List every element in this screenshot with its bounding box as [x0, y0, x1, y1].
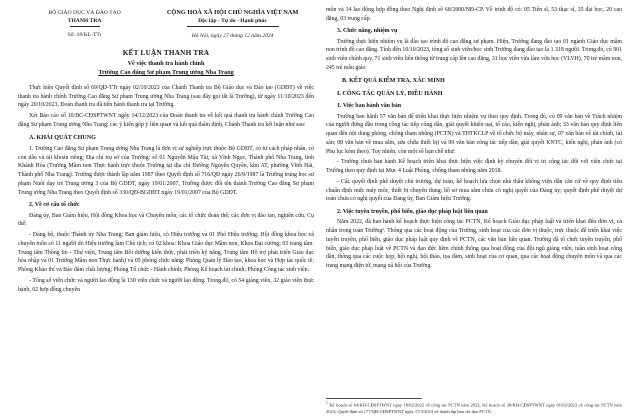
- footnote-body: Kế hoạch số 64/KH-CĐSPTWNT ngày 18/02/2022 về công tác PCTN năm 2022; Kế hoạch số 38/KH-CĐSPTWNT ngày 01/02/2023 về công tác PCTN năm 2023; Quyết định số 177/QĐ-CĐSPTWNT ngày 17/3/2023 về thành lập ban chỉ đạo PCTN.: [326, 402, 622, 414]
- date-month: 12: [244, 32, 250, 39]
- date-month-label: tháng: [230, 32, 243, 39]
- place-date-prefix: Hà Nội, ngày: [191, 32, 222, 39]
- section-i-bullet-2: - Các quyết định phê duyệt chủ trương, dự toán, kế hoạch lựa chọn nhà thầu không viện dẫn căn cứ về quy định tiêu chuẩn định mức máy móc, thiết bị chuyên dụng; hồ sơ mua sắm chưa có nghị quyết của Đảng ủy; quyết định phê duyệt dự toán chưa có nghị quyết của Đảng ủy, Ban Giám hiệu Trường.: [326, 178, 622, 203]
- title-organization: Trường Cao đẳng Sư phạm Trung ương Nha Trang: [98, 69, 234, 77]
- page-column-right: [320, 6, 630, 415]
- footnote-separator: [326, 398, 422, 399]
- place-and-date: [151, 33, 314, 39]
- title-subject: Về việc thanh tra hành chính: [127, 59, 205, 67]
- section-a-item-3-text: Trường thực hiện nhiệm vụ là đào tạo trình độ cao đẳng sư phạm. Hiện, Trường đang đào tạo 01 ngành Giáo dục mầm non trình độ cao đẳng. Tính đến 10/10/2023, tổng số sinh viên/học sinh Trường đang đào tạo là 1.318 người. Trong đó, có 901 sinh viên chính quy, 71 sinh viên liên thông từ trung cấp lên cao đẳng, 31 học viên vừa làm vừa học (VLVH), 70 trẻ mầm non, 245 trẻ mẫu giáo.: [326, 38, 622, 71]
- section-a-bullet-1: - Đảng bộ, thuộc Thành ủy Nha Trang; Ban giám hiệu, có Hiệu trưởng và 01 Phó Hiệu trưởng; Hội đồng khoa học và chuyên môn có 11 người do Hiệu trưởng làm Chủ tịch; có 02 khoa: Khoa Giáo dục Mầm non, Khoa Đại cương; 03 trung tâm: Trung tâm Thông tin - Thư viện, Trung tâm Bồi dưỡng kiến thức, phát triển kỹ năng, Trung tâm Hỗ trợ phát triển Giáo dục hòa nhập và 01 Trường Mầm non Thực hành) và 05 phòng chức năng: Phòng Quản lý Đào tạo, khoa học và Hợp tác quốc tế; Phòng Khảo thí và Bảo đảm chất lượng; Phòng Tổ chức - Hành chính; Phòng Kế hoạch tài chính; Phòng Công tác sinh viên.: [18, 232, 314, 274]
- motto-underline: [187, 26, 279, 27]
- page-column-left: [10, 6, 320, 415]
- section-i-item-1-heading: 1. Việc ban hành văn bản: [337, 102, 402, 109]
- date-day: 27: [223, 32, 229, 39]
- footnote-text: [326, 401, 622, 415]
- issuing-authority-block: [18, 8, 151, 39]
- national-motto: Độc lập - Tự do - Hạnh phúc: [198, 18, 268, 25]
- section-a-item-2-heading: 2. Về cơ cấu tổ chức: [29, 202, 80, 208]
- agency-underline: [70, 26, 100, 27]
- document-number-value: 08: [76, 31, 83, 38]
- document-header: [18, 8, 314, 39]
- section-i-item-1-text: Trường ban hành 57 văn bản để triển khai thực hiện nhiệm vụ theo quy định. Trong đó, có 09 văn bản về Trách nhiệm của người đứng đầu trong công tác tiếp công dân, giải quyết khiếu nại, tố cáo, kiến nghị, phản ánh; 33 văn bản quy định liên quan đến nội dung phòng, chống tham nhũng (PCTN) và THTKCLP về tổ chức bộ máy, nhân sự, 07 văn bản về tài chính, tài sản; 08 văn bản về mua sắm, sửa chữa thiết bị) và 09 văn bản công tác tiếp dân, giải quyết KNTC, kiến nghị, phản ánh (có Phụ lục kèm theo). Tuy nhiên, còn một số hạn chế như:: [326, 113, 622, 155]
- country-name: CỘNG HOÀ XÃ HỘI CHỦ NGHĨA VIỆT NAM: [166, 9, 299, 16]
- section-a-item-2-text: Đảng ủy, Ban Giám hiệu, Hội đồng Khoa học và Chuyên môn, các tổ chức đoàn thể; các đơn vị đào tạo, nghiên cứu. Cụ thể:: [18, 212, 314, 228]
- section-i-bullet-1: - Trường chưa ban hành Kế hoạch triển khai thực hiện việc định kỳ chuyển đổi vị trí công tác đối với viên chức tại Trường theo quy định tại Mục 4 Luật Phòng, chống tham nhũng năm 2018.: [326, 159, 622, 175]
- agency-name: THANH TRA: [67, 18, 102, 25]
- footnote-marker: 1: [326, 400, 328, 405]
- intro-paragraph-2: Xét Báo cáo số 10/BC-CĐSPTWNT ngày 14/12/2023 của Đoàn thanh tra về kết quả thanh tra hành chính Trường Cao đẳng Sư phạm Trung ương Nha Trang; các ý kiến góp ý liên quan và kết quả thẩm định, Chánh Thanh tra kết luận như sau:: [18, 113, 314, 128]
- footnote-block: [326, 398, 622, 415]
- section-i-item-2-text: Năm 2022, đã ban hành kế hoạch thực hiện công tác PCTN, Kế hoạch Giáo dục pháp luật và triển khai đến đơn vị, cá nhân trong toàn Trường¹. Thông qua các hoạt động của Trường, sinh hoạt của các đơn vị thuộc, trực thuộc để triển khai việc tuyên truyền, phổ biến, giáo dục pháp luật quy định về PCTN, các văn bản liên quan. Trường đã tổ chức tuyên truyền, phổ biến, giáo dục pháp luật về PCTN và đạo đức liêm chính thông qua hoạt động của đội ngũ giảng viên, tuần sinh hoạt công dân, thông qua các cuộc họp, hội nghị, hội thảo, tọa đàm, sinh hoạt của cơ quan, qua các hoạt động chuyên môn và qua các trang mạng điện tử, mạng xã hội của Trường.: [326, 219, 622, 270]
- document-number-prefix: Số:: [67, 31, 76, 38]
- section-i-item-2-heading: 2. Việc tuyên truyền, phổ biến, giáo dục pháp luật liên quan: [337, 208, 488, 215]
- national-heading-block: [151, 8, 314, 39]
- section-i-heading: I. CÔNG TÁC QUẢN LÝ, ĐIỀU HÀNH: [337, 90, 443, 97]
- section-a-bullet-2: - Tổng số viên chức và người lao động là 130 viên chức và người lao động. Trong đó, có 54 giảng viên, 32 giáo viên thực hành, 02 hợp đồng chuyên: [18, 277, 314, 293]
- section-a-item-1: 1. Trường Cao đẳng Sư phạm Trung ương Nha Trang là đơn vị sự nghiệp trực thuộc Bộ GDĐT, có tư cách pháp nhân, có con dấu và tài khoản riêng; Địa chỉ trụ sở của Trường: số 01 Nguyễn Mậu Tài, xã Vĩnh Ngọc, Thành phố Nha Trang, tỉnh Khánh Hòa (Trường Mầm non Thực hành trực thuộc Trường tại địa chỉ Đường Nguyễn Quyền, khu AT, phường Vĩnh Hải, Thành phố Nha Trang). Trường được thành lập năm 1987 theo Quyết định số 716/QĐ ngày 26/9/1987 là Trường trung học sư phạm Nuôi dạy trẻ Trung ương 3 của Bộ GDĐT, ngày 19/01/2007, Trường được đổi tên thành Trường Cao đẳng Sư phạm Trung ương Nha Trang theo Quyết định số 330/QĐ-BGDĐT ngày 19/01/2007 của Bộ GDĐT.: [18, 145, 314, 196]
- section-a-item-3-heading: 3. Chức năng, nhiệm vụ: [337, 28, 398, 35]
- ministry-name: BỘ GIÁO DỤC VÀ ĐÀO TẠO: [48, 10, 121, 16]
- document-number-suffix: /KL-TTr: [82, 31, 102, 38]
- date-year: năm 2024: [251, 32, 274, 39]
- intro-paragraph-1: Thực hiện Quyết định số 69/QĐ-TTr ngày 02/10/2023 của Chánh Thanh tra Bộ Giáo dục và Đào tạo (GDĐT) về việc thanh tra hành chính Trường Cao đẳng Sư phạm Trung ương Nha Trang (sau đây gọi tắt là Trường), từ ngày 11/10/2023 đến ngày 20/10/2023, Đoàn thanh tra đã tiến hành thanh tra tại Trường.: [18, 84, 314, 109]
- continued-paragraph: môn và 14 lao động hợp đồng theo Nghị định số 68/2000/NĐ-CP. Về trình độ có: 05 Tiến sĩ, 53 thạc sĩ, 35 đại học, 20 cao đẳng, 03 trung cấp.: [326, 7, 622, 22]
- section-b-heading: B. KẾT QUẢ KIỂM TRA, XÁC MINH: [342, 77, 445, 84]
- document-title-block: [18, 48, 314, 78]
- document-number: [18, 32, 151, 38]
- page-title: KẾT LUẬN THANH TRA: [122, 48, 210, 57]
- section-a-heading: A. KHÁI QUÁT CHUNG: [29, 134, 96, 141]
